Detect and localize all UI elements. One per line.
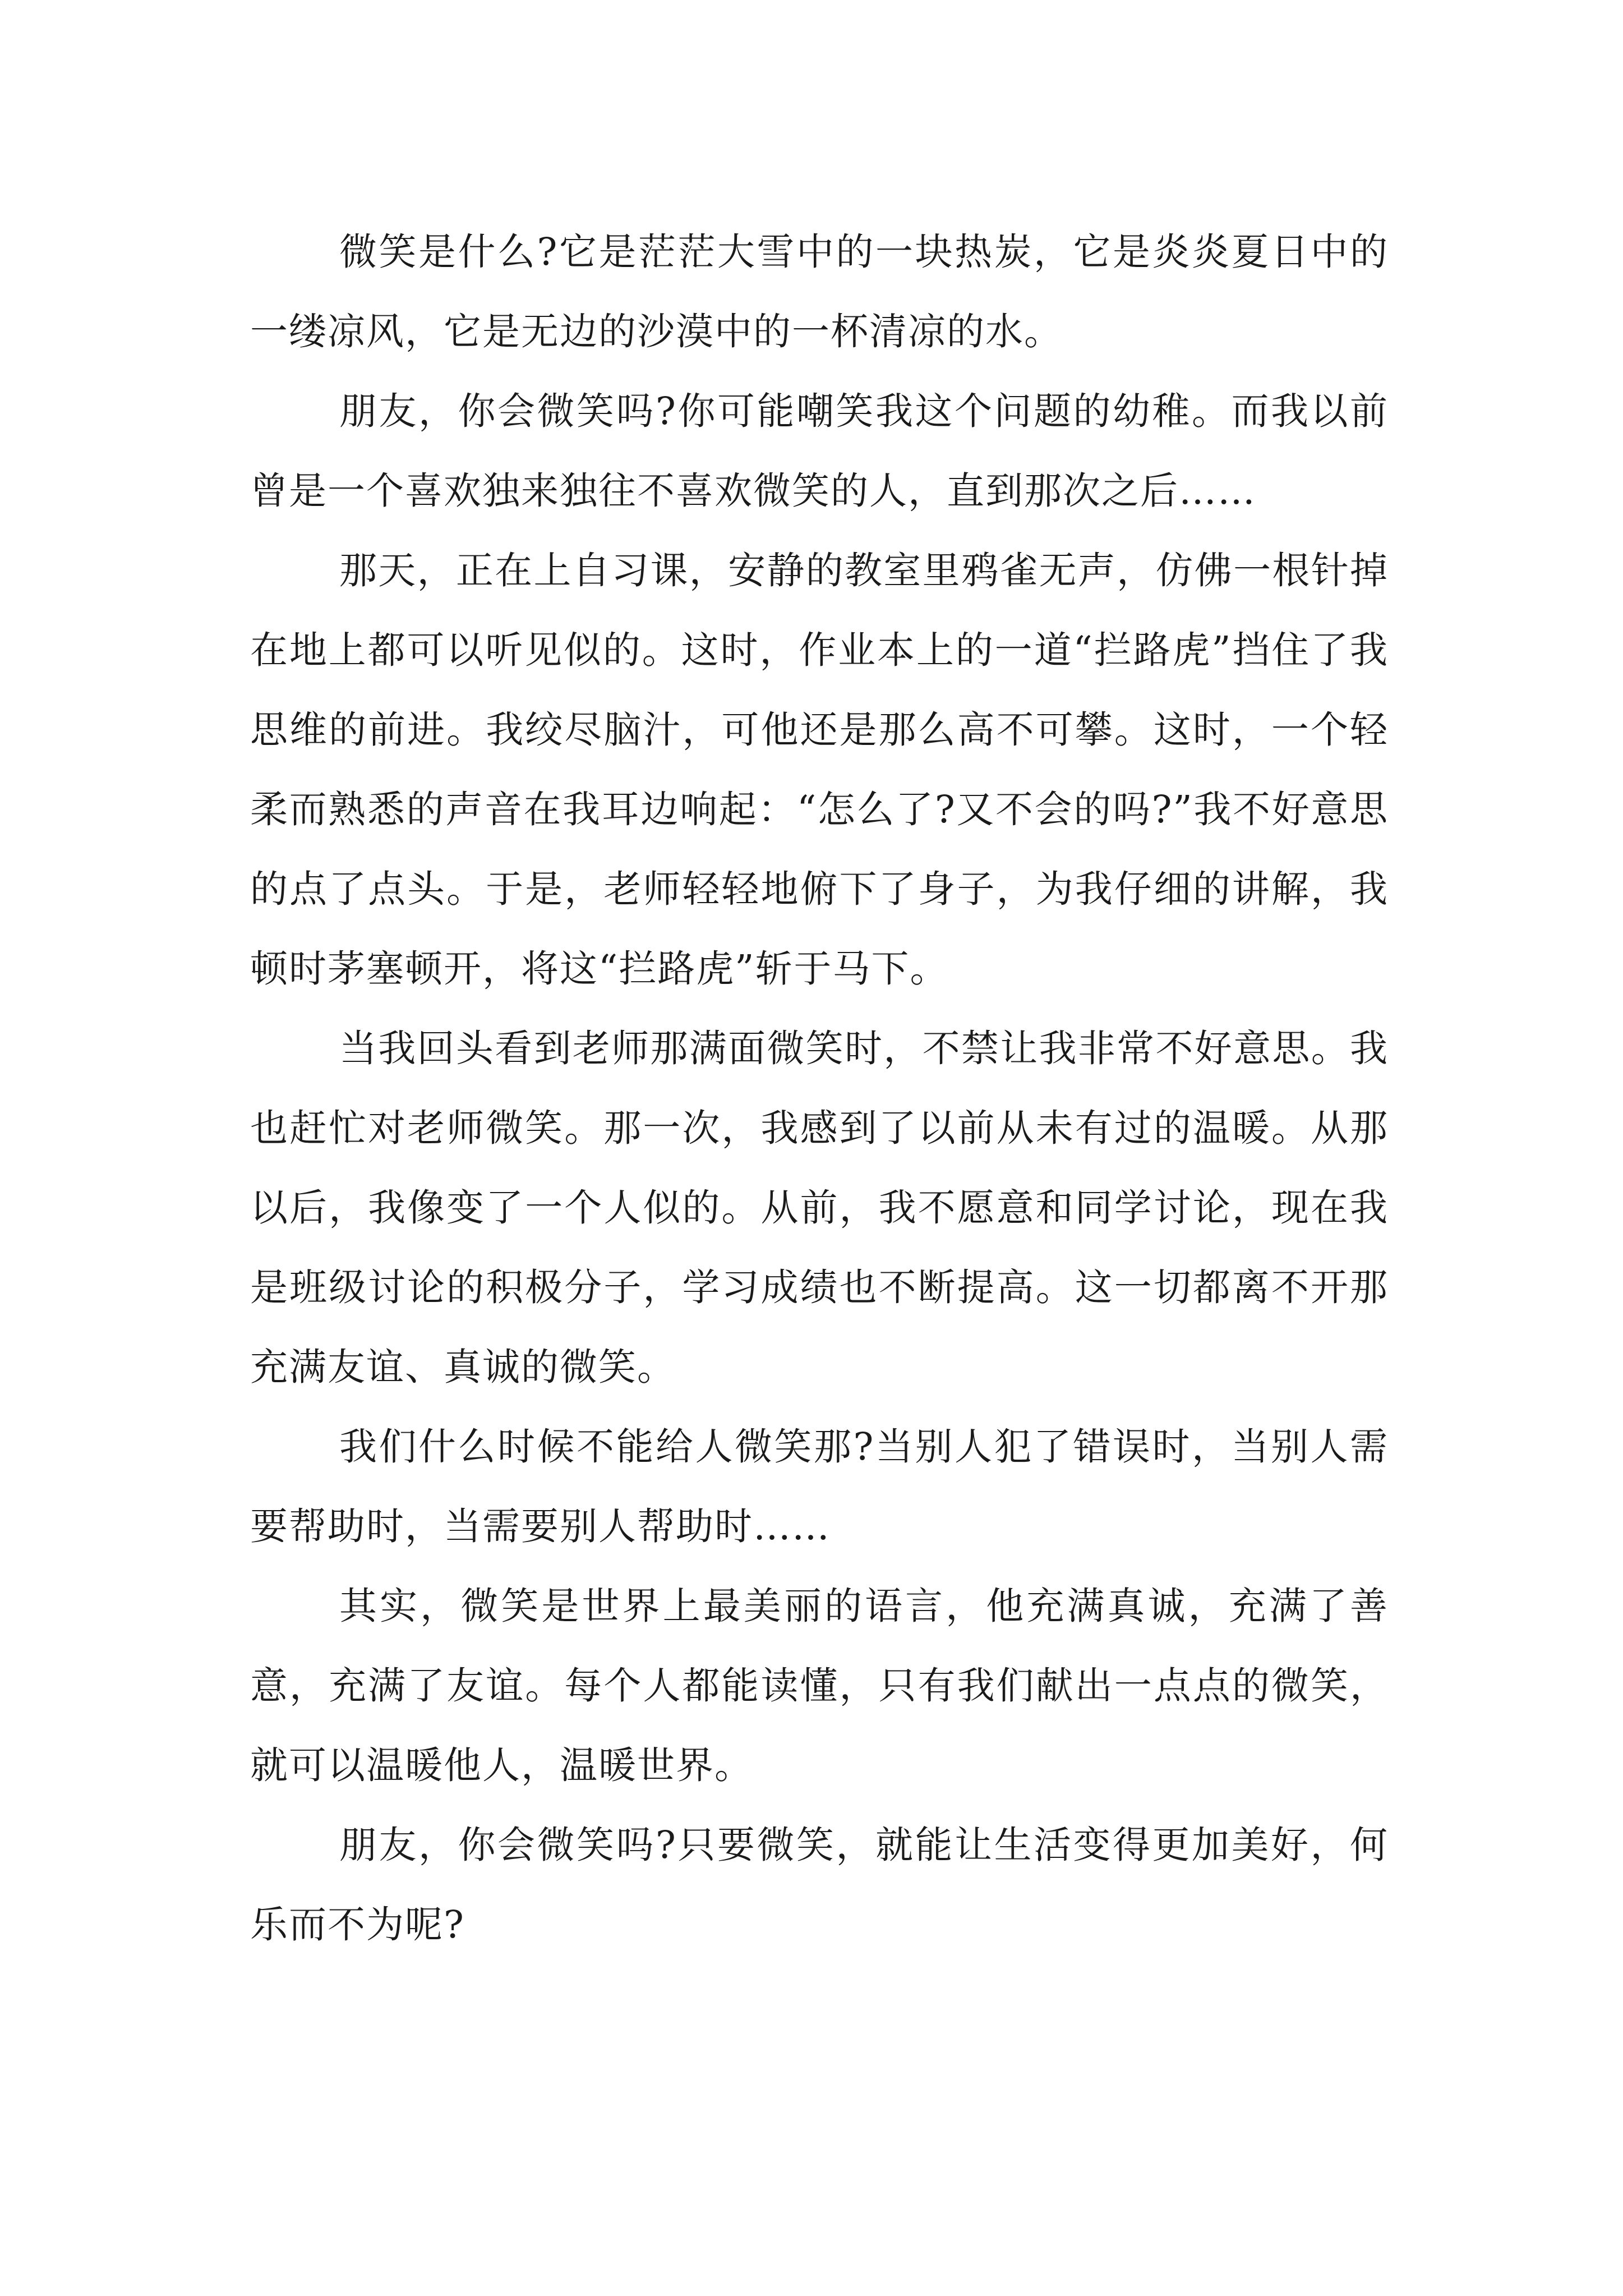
paragraph-3: 那天，正在上自习课，安静的教室里鸦雀无声，仿佛一根针掉在地上都可以听见似的。这时，作业本上的一道“拦路虎”挡住了我思维的前进。我绞尽脑汁，可他还是那么高不可攀。这时，一个轻柔而熟悉的声音在我耳边响起：“怎么了?又不会的吗?”我不好意思的点了点头。于是，老师轻轻地俯下了身子，为我仔细的讲解，我顿时茅塞顿开，将这“拦路虎”斩于马下。 (250, 549, 1389, 991)
essay-body (250, 212, 1389, 1964)
paragraph-4: 当我回头看到老师那满面微笑时，不禁让我非常不好意思。我也赶忙对老师微笑。那一次，我感到了以前从未有过的温暖。从那以后，我像变了一个人似的。从前，我不愿意和同学讨论，现在我是班级讨论的积极分子，学习成绩也不断提高。这一切都离不开那充满友谊、真诚的微笑。 (250, 1027, 1389, 1389)
paragraph-1: 微笑是什么?它是茫茫大雪中的一块热炭，它是炎炎夏日中的一缕凉风，它是无边的沙漠中的一杯清凉的水。 (250, 230, 1389, 353)
paragraph-7: 朋友，你会微笑吗?只要微笑，就能让生活变得更加美好，何乐而不为呢? (250, 1823, 1389, 1947)
paragraph-2: 朋友，你会微笑吗?你可能嘲笑我这个问题的幼稚。而我以前曾是一个喜欢独来独往不喜欢微笑的人，直到那次之后…… (250, 389, 1389, 513)
paragraph-6: 其实，微笑是世界上最美丽的语言，他充满真诚，充满了善意，充满了友谊。每个人都能读懂，只有我们献出一点点的微笑，就可以温暖他人，温暖世界。 (250, 1584, 1389, 1787)
paragraph-5: 我们什么时候不能给人微笑那?当别人犯了错误时，当别人需要帮助时，当需要别人帮助时…… (250, 1425, 1389, 1548)
